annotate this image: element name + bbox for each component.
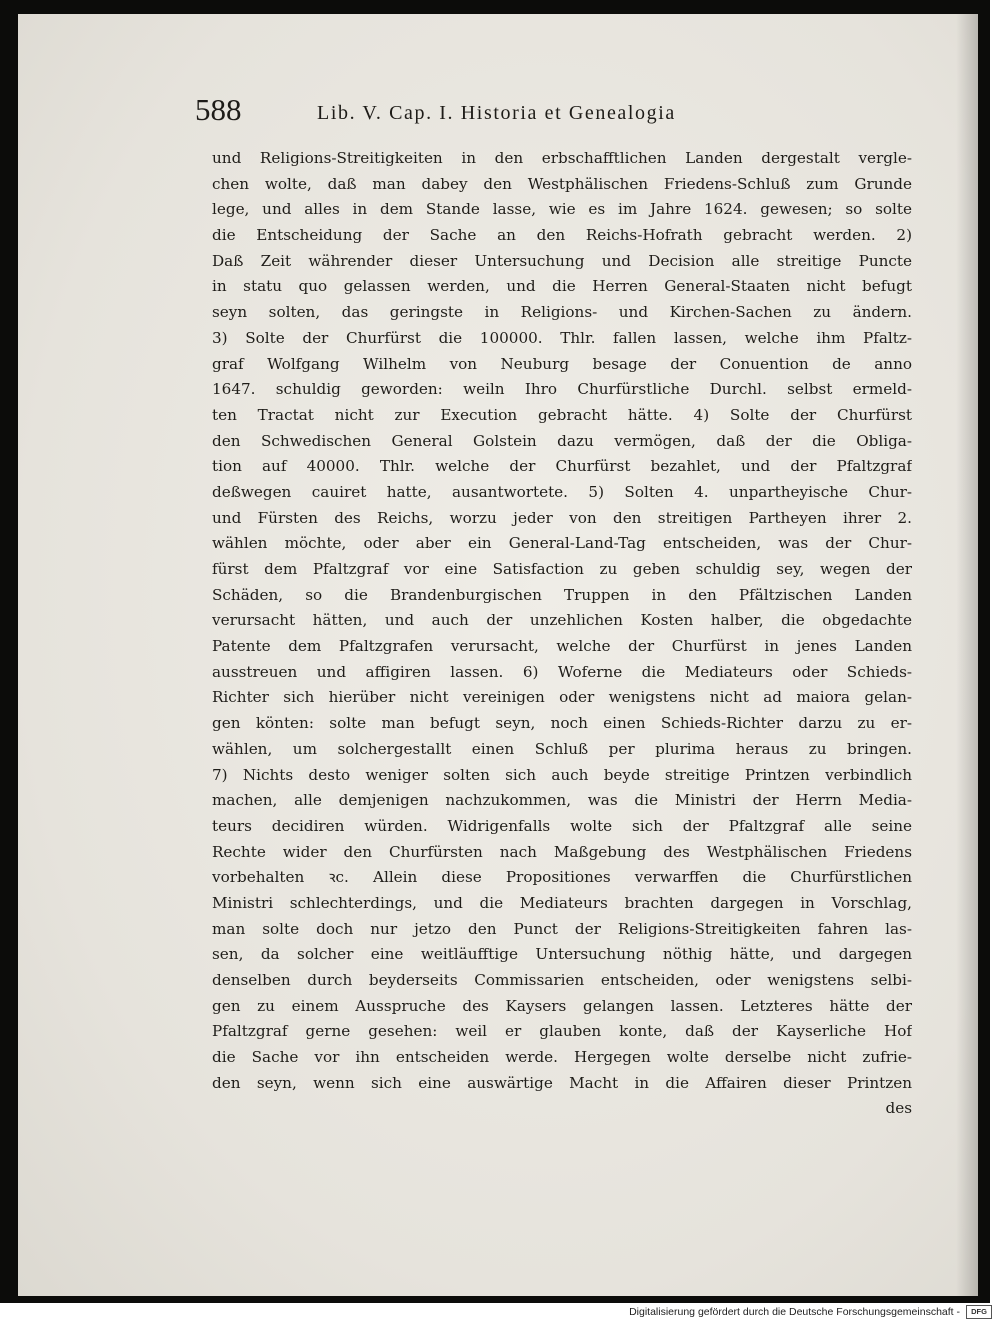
text-line: fürst dem Pfaltzgraf vor eine Satisfaction zu geben schuldig sey, wegen der — [212, 560, 912, 578]
text-line: und Religions-Streitigkeiten in den erbschafftlichen Landen dergestalt vergle- — [212, 149, 912, 167]
text-line: wählen, um solchergestallt einen Schluß per plurima heraus zu bringen. — [212, 739, 912, 758]
text-line: Richter sich hierüber nicht vereinigen oder wenigstens nicht ad maiora gelan- — [212, 688, 912, 707]
running-head: Lib. V. Cap. I. Historia et Genealogia — [317, 102, 676, 124]
text-line: man solte doch nur jetzo den Punct der Religions-Streitigkeiten fahren las- — [212, 919, 912, 938]
text-line: die Sache vor ihn entscheiden werde. Hergegen wolte derselbe nicht zufrie- — [212, 1048, 912, 1067]
text-line: vorbehalten ꝛc. Allein diese Propositiones verwarffen die Churfürstlichen — [212, 868, 912, 887]
text-line: denselben durch beyderseits Commissarien entscheiden, oder wenigstens selbi- — [212, 971, 912, 989]
text-line: tion auf 40000. Thlr. welche der Churfürst bezahlet, und der Pfaltzgraf — [212, 457, 912, 476]
text-line: gen könten: solte man befugt seyn, noch einen Schieds-Richter darzu zu er- — [212, 714, 912, 733]
text-line: lege, und alles in dem Stande lasse, wie es im Jahre 1624. gewesen; so solte — [212, 200, 912, 219]
catchword: des — [885, 1099, 912, 1118]
text-line: verursacht hätten, und auch der unzehlichen Kosten halber, die obgedachte — [212, 611, 912, 630]
text-line: ten Tractat nicht zur Execution gebracht hätte. 4) Solte der Churfürst — [212, 405, 912, 424]
text-line: machen, alle demjenigen nachzukommen, was die Ministri der Herrn Media- — [212, 791, 912, 810]
page-number: 588 — [195, 92, 242, 127]
text-line: in statu quo gelassen werden, und die Herren General-Staaten nicht befugt — [212, 277, 912, 296]
text-line: Daß Zeit währender dieser Untersuchung und Decision alle streitige Puncte — [212, 251, 912, 270]
text-line: Patente dem Pfaltzgrafen verursacht, welche der Churfürst in jenes Landen — [212, 637, 912, 656]
text-line: teurs decidiren würden. Widrigenfalls wolte sich der Pfaltzgraf alle seine — [212, 816, 912, 835]
text-line: Ministri schlechterdings, und die Mediateurs brachten dargegen in Vorschlag, — [212, 893, 912, 912]
text-line: Rechte wider den Churfürsten nach Maßgebung des Westphälischen Friedens — [212, 842, 912, 861]
page-header — [195, 92, 835, 132]
text-line: 3) Solte der Churfürst die 100000. Thlr. fallen lassen, welche ihm Pfaltz- — [212, 328, 912, 347]
text-line: 1647. schuldig geworden: weiln Ihro Churfürstliche Durchl. selbst ermeld- — [212, 380, 912, 399]
digitization-credit — [629, 1304, 992, 1320]
text-line: 7) Nichts desto weniger solten sich auch beyde streitige Printzen verbindlich — [212, 765, 912, 784]
text-line: sen, da solcher eine weitläufftige Untersuchung nöthig hätte, und dargegen — [212, 945, 912, 964]
text-line: gen zu einem Ausspruche des Kaysers gelangen lassen. Letzteres hätte der — [212, 996, 912, 1015]
text-line: Pfaltzgraf gerne gesehen: weil er glauben konte, daß der Kayserliche Hof — [212, 1022, 912, 1041]
text-line: seyn solten, das geringste in Religions- und Kirchen-Sachen zu ändern. — [212, 303, 912, 322]
text-line: graf Wolfgang Wilhelm von Neuburg besage der Conuention de anno — [212, 354, 912, 373]
body-text — [212, 146, 912, 1122]
dfg-logo: DFG — [966, 1305, 992, 1319]
text-line: Schäden, so die Brandenburgischen Truppen in den Pfältzischen Landen — [212, 585, 912, 604]
text-line: den Schwedischen General Golstein dazu vermögen, daß der die Obliga- — [212, 431, 912, 450]
text-line: wählen möchte, oder aber ein General-Land-Tag entscheiden, was der Chur- — [212, 534, 912, 553]
text-line: deßwegen cauiret hatte, ausantwortete. 5) Solten 4. unpartheyische Chur- — [212, 482, 912, 501]
credit-text: Digitalisierung gefördert durch die Deutsche Forschungsgemeinschaft - — [629, 1306, 960, 1318]
text-line: chen wolte, daß man dabey den Westphälischen Friedens-Schluß zum Grunde — [212, 174, 912, 193]
text-line: ausstreuen und affigiren lassen. 6) Woferne die Mediateurs oder Schieds- — [212, 662, 912, 681]
text-line: und Fürsten des Reichs, worzu jeder von den streitigen Partheyen ihrer 2. — [212, 508, 912, 527]
text-line: den seyn, wenn sich eine auswärtige Macht in die Affairen dieser Printzen — [212, 1073, 912, 1092]
text-line: die Entscheidung der Sache an den Reichs-Hofrath gebracht werden. 2) — [212, 226, 912, 245]
